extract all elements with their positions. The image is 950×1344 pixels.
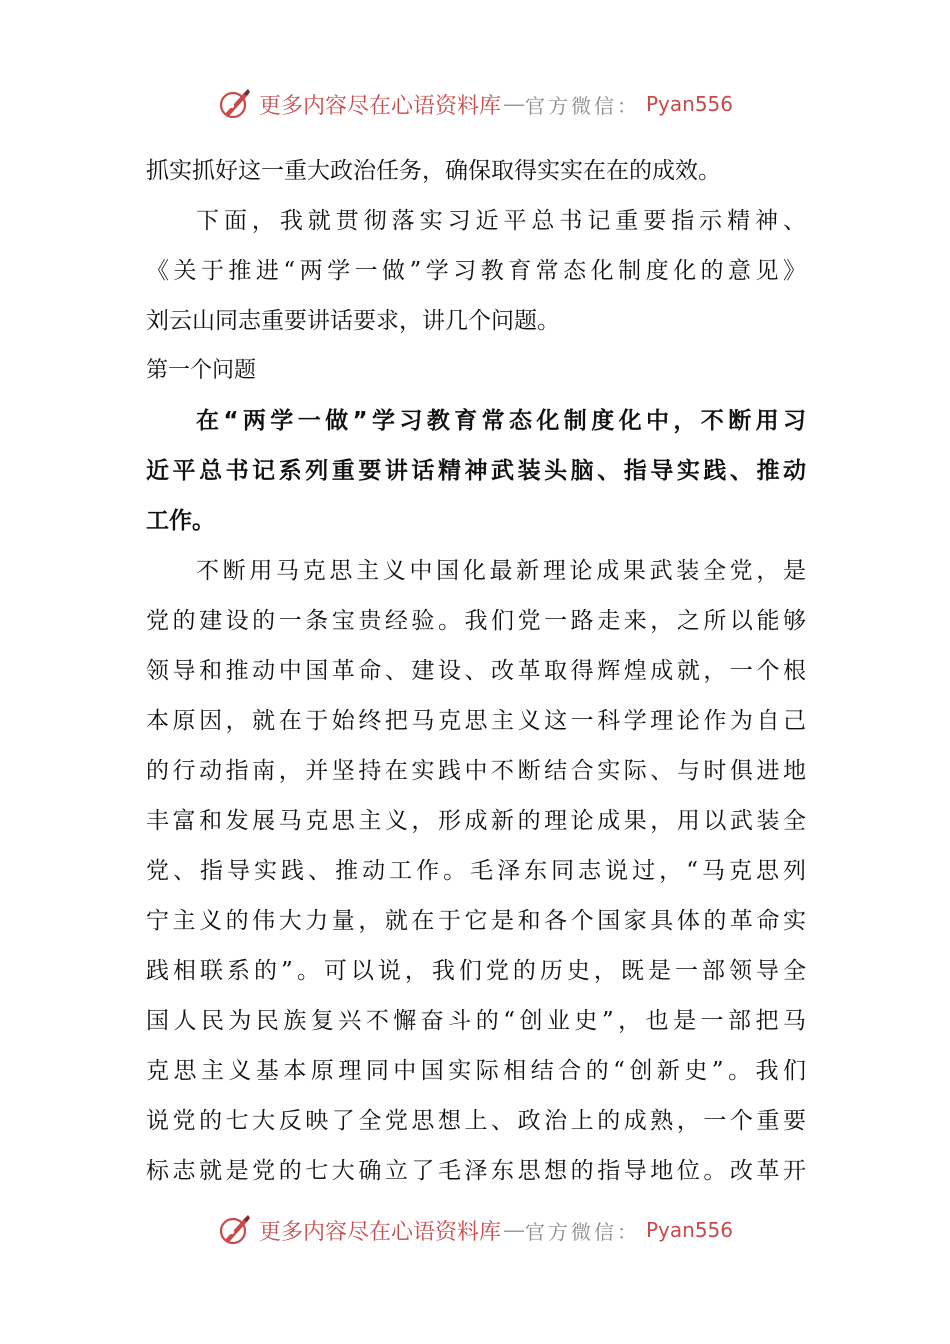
paragraph-line: 宁主义的伟大力量，就在于它是和各个国家具体的革命实 [146, 908, 806, 934]
paragraph-line: 的行动指南，并坚持在实践中不断结合实际、与时俱进地 [146, 758, 806, 784]
bold-heading-line: 在“两学一做”学习教育常态化制度化中，不断用习 [196, 408, 806, 434]
bold-heading-line: 近平总书记系列重要讲话精神武装头脑、指导实践、推动 [146, 458, 806, 484]
paragraph-line: 《关于推进“两学一做”学习教育常态化制度化的意见》 [146, 258, 806, 284]
banner-wechat-id: Pyan556 [646, 1218, 734, 1242]
footer-watermark-banner [0, 1208, 950, 1252]
banner-wechat-label: 官方微信： [525, 1219, 640, 1244]
banner-wechat-id: Pyan556 [646, 92, 734, 116]
banner-separator: — [503, 1217, 523, 1243]
document-body [146, 146, 806, 1196]
banner-wechat-label: 官方微信： [525, 93, 640, 118]
banner-brand-text: 更多内容尽在心语资料库 [258, 1219, 501, 1245]
paragraph-line: 不断用马克思主义中国化最新理论成果武装全党，是 [196, 558, 806, 584]
paragraph-line: 克思主义基本原理同中国实际相结合的“创新史”。我们 [146, 1058, 806, 1084]
banner-brand-text: 更多内容尽在心语资料库 [258, 93, 501, 119]
paragraph-line: 国人民为民族复兴不懈奋斗的“创业史”，也是一部把马 [146, 1008, 806, 1034]
paragraph-line: 本原因，就在于始终把马克思主义这一科学理论作为自己 [146, 708, 806, 734]
paragraph-line: 标志就是党的七大确立了毛泽东思想的指导地位。改革开 [146, 1158, 806, 1184]
paragraph-line: 下面，我就贯彻落实习近平总书记重要指示精神、 [196, 208, 806, 234]
section-heading: 第一个问题 [146, 358, 257, 383]
paragraph-line: 党、指导实践、推动工作。毛泽东同志说过，“马克思列 [146, 858, 806, 884]
paragraph-line: 说党的七大反映了全党思想上、政治上的成熟，一个重要 [146, 1108, 806, 1134]
paragraph-line: 抓实抓好这一重大政治任务，确保取得实实在在的成效。 [146, 158, 721, 184]
paragraph-line: 党的建设的一条宝贵经验。我们党一路走来，之所以能够 [146, 608, 806, 634]
pen-logo-icon [217, 1212, 253, 1248]
header-watermark-banner [0, 82, 950, 126]
pen-logo-icon [217, 86, 253, 122]
paragraph-line: 领导和推动中国革命、建设、改革取得辉煌成就，一个根 [146, 658, 806, 684]
banner-separator: — [503, 91, 523, 117]
bold-heading-line: 工作。 [146, 508, 215, 534]
paragraph-line: 践相联系的”。可以说，我们党的历史，既是一部领导全 [146, 958, 806, 984]
paragraph-line: 丰富和发展马克思主义，形成新的理论成果，用以武装全 [146, 808, 806, 834]
paragraph-line: 刘云山同志重要讲话要求，讲几个问题。 [146, 308, 560, 334]
